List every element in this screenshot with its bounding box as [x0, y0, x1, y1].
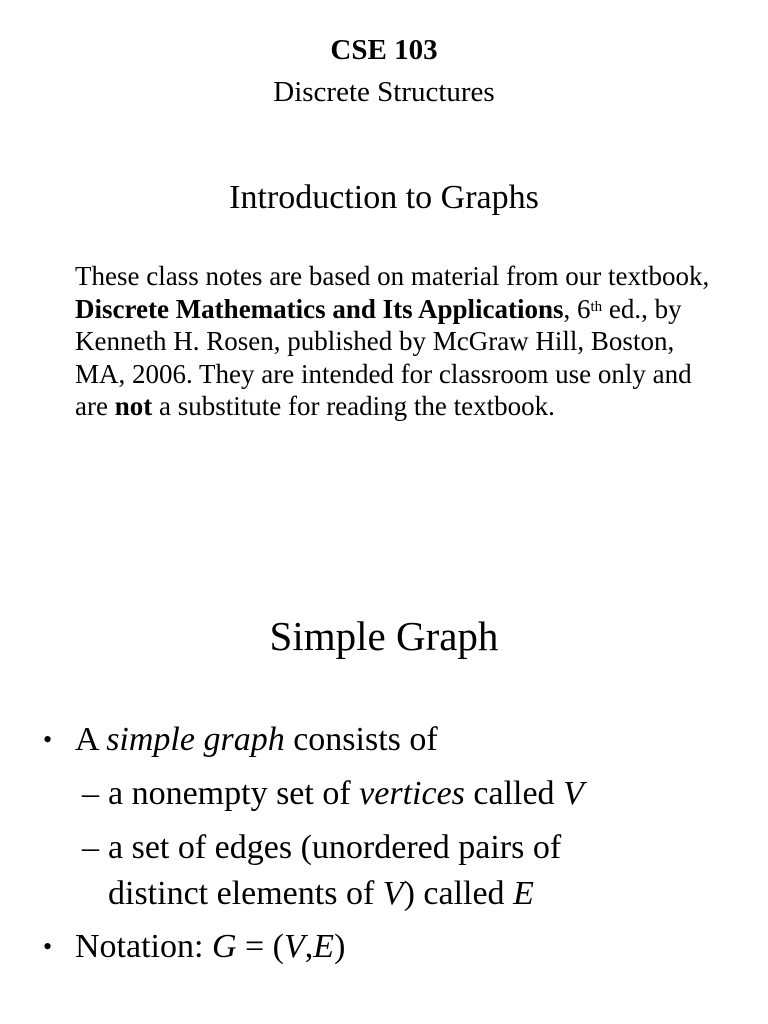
bullet-text: Notation:: [75, 928, 212, 965]
slide-simple-graph: [0, 512, 768, 1024]
bullet-text: ): [334, 928, 346, 965]
course-name: Discrete Structures: [273, 76, 495, 108]
bullet-notation: [43, 927, 346, 967]
var-v: V: [284, 928, 305, 965]
bullet-simple-graph-definition: [43, 720, 438, 760]
term-simple-graph: simple graph: [106, 721, 285, 758]
sub-bullet-edges: [82, 825, 668, 917]
slide-title: Simple Graph: [269, 613, 499, 659]
notice-text-2: , 6: [563, 293, 591, 324]
notice-text-4: a substitute for reading the textbook.: [152, 391, 555, 421]
textbook-notice: [75, 260, 725, 423]
var-e: E: [313, 928, 335, 965]
book-title: Discrete Mathematics and Its Applications: [75, 293, 564, 324]
bullet-text: ,: [304, 928, 314, 965]
sub-bullet-text: called: [464, 775, 564, 812]
dash-icon: –: [82, 829, 99, 866]
dash-icon: –: [82, 775, 99, 812]
notice-text-1: These class notes are based on material from our textbook,: [75, 261, 710, 291]
bullet-text: consists of: [284, 721, 438, 758]
notice-text-3: ed., by Kenneth H. Rosen, published by McGraw Hill, Boston, MA, 2006. They are intended for classroom use only and are: [75, 293, 692, 421]
sub-bullet-text: ) called: [403, 875, 514, 912]
var-e: E: [513, 875, 534, 912]
bullet-text: = (: [236, 928, 284, 965]
sub-bullet-text: a set of edges (unordered pairs of distinct elements of: [108, 829, 562, 912]
sub-bullet-text: a nonempty set of: [108, 775, 360, 812]
bullet-icon: •: [43, 932, 53, 961]
notice-emphasis: not: [114, 391, 153, 421]
var-v: V: [563, 775, 584, 812]
lecture-title: Introduction to Graphs: [229, 179, 539, 216]
term-vertices: vertices: [359, 775, 465, 812]
sub-bullet-vertices: [82, 771, 584, 817]
bullet-text: A: [75, 721, 107, 758]
var-v: V: [382, 875, 404, 912]
edition-superscript: th: [590, 298, 603, 315]
bullet-icon: •: [43, 725, 53, 754]
course-code: CSE 103: [330, 34, 438, 66]
var-g: G: [211, 928, 237, 965]
